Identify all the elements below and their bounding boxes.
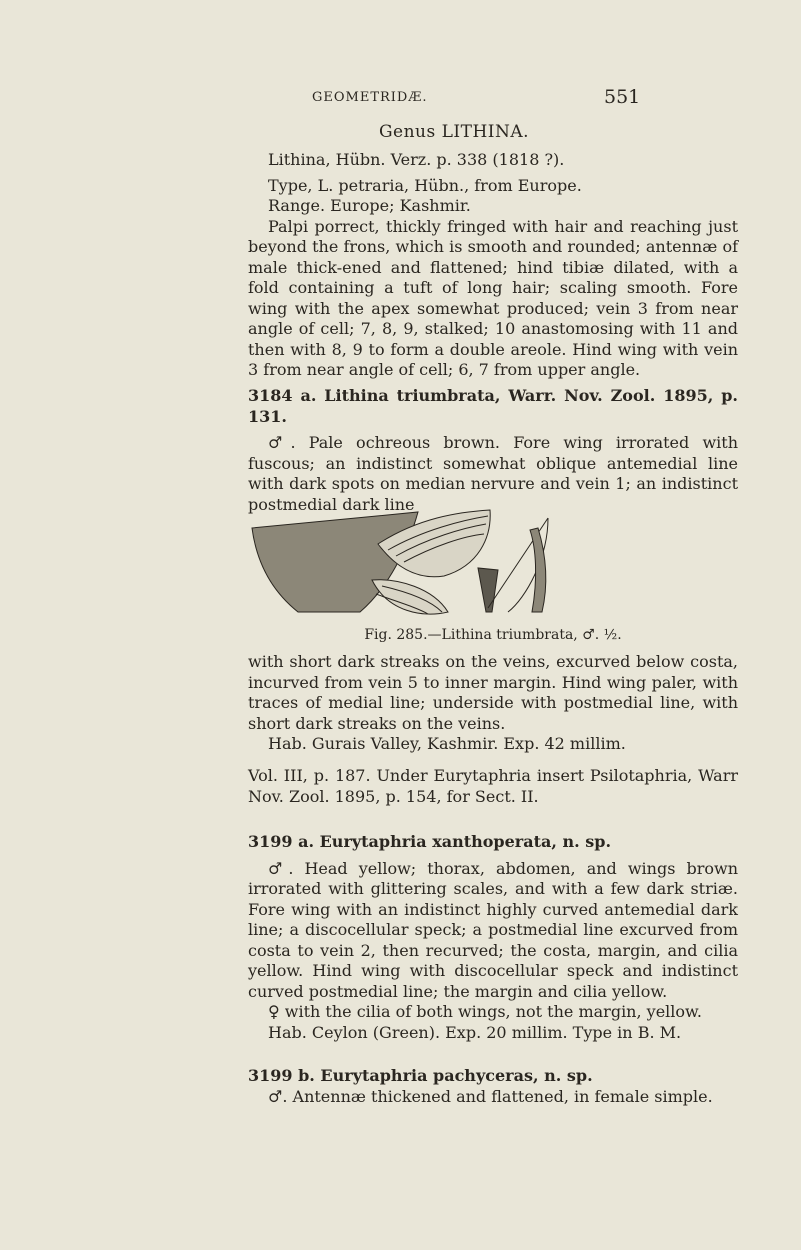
species-heading: 3199 b. Eurytaphria pachyceras, n. sp. (248, 1066, 593, 1085)
species-heading: 3199 a. Eurytaphria xanthoperata, n. sp. (248, 832, 612, 851)
right-wing (530, 528, 546, 612)
species-pachyceras (248, 1066, 738, 1107)
species-habitat: Hab. Ceylon (Green). Exp. 20 millim. Type in B. M. (268, 1022, 682, 1042)
running-title: GEOMETRIDÆ. (312, 90, 428, 105)
figure-caption: Fig. 285.—Lithina triumbrata, ♂. ½. (364, 627, 622, 643)
species-description-part2: with short dark streaks on the veins, excurved below costa, incurved from vein 5 to inner margin. Hind wing paler, with traces of medial line; underside with postmedial line, with short dark streaks on the veins. (248, 652, 738, 733)
species-xanthoperata (248, 832, 738, 1043)
genus-citation: Lithina, Hübn. Verz. p. 338 (1818 ?). (268, 150, 565, 169)
page-number: 551 (604, 86, 641, 108)
body (478, 568, 498, 612)
vol-note (248, 766, 738, 807)
male-description: ♂. Antennæ thickened and flattened, in female simple. (268, 1086, 713, 1106)
genus-section (248, 150, 738, 381)
running-header (0, 86, 801, 110)
genus-range: Range. Europe; Kashmir. (268, 196, 471, 215)
figure-wings (248, 508, 738, 620)
genus-description: Palpi porrect, thickly fringed with hair and reaching just beyond the frons, which is smooth and rounded; antennæ of male thick-ened and flattened; hind tibiæ dilated, with a fold containing a tuft of long hair; scaling smooth. Fore wing with the apex somewhat produced; vein 3 from near angle of cell; 7, 8, 9, stalked; 10 anastomosing with 11 and then with 8, 9 to form a double areole. Hind wing with vein 3 from near angle of cell; 6, 7 from upper angle. (248, 216, 738, 379)
genus-type: Type, L. petraria, Hübn., from Europe. (268, 175, 582, 195)
species-triumbrata (248, 386, 738, 515)
species-description-part1: ♂. Pale ochreous brown. Fore wing irrorated with fuscous; an indistinct somewhat oblique antemedial line with dark spots on median nervure and vein 1; an indistinct postmedial dark line (248, 433, 738, 514)
female-description: ♀ with the cilia of both wings, not the margin, yellow. (268, 1002, 702, 1021)
species-heading: 3184 a. Lithina triumbrata, Warr. Nov. Zool. 1895, p. 131. (248, 386, 738, 426)
species-triumbrata-continued (248, 652, 738, 755)
male-description: ♂. Head yellow; thorax, abdomen, and wings brown irrorated with glittering scales, and with a few dark striæ. Fore wing with an indistinct highly curved antemedial dark line; a discocellular speck; a postmedial line excurved from costa to vein 2, then recurved; the costa, margin, and cilia yellow. Hind wing with discocellular speck and indistinct curved postmedial line; the margin and cilia yellow. (248, 858, 738, 1001)
note-text: Vol. III, p. 187. Under Eurytaphria insert Psilotaphria, Warr Nov. Zool. 1895, p. 154, for Sect. II. (248, 766, 738, 806)
genus-heading: Genus LITHINA. (378, 122, 530, 142)
species-habitat: Hab. Gurais Valley, Kashmir. Exp. 42 millim. (268, 734, 626, 753)
